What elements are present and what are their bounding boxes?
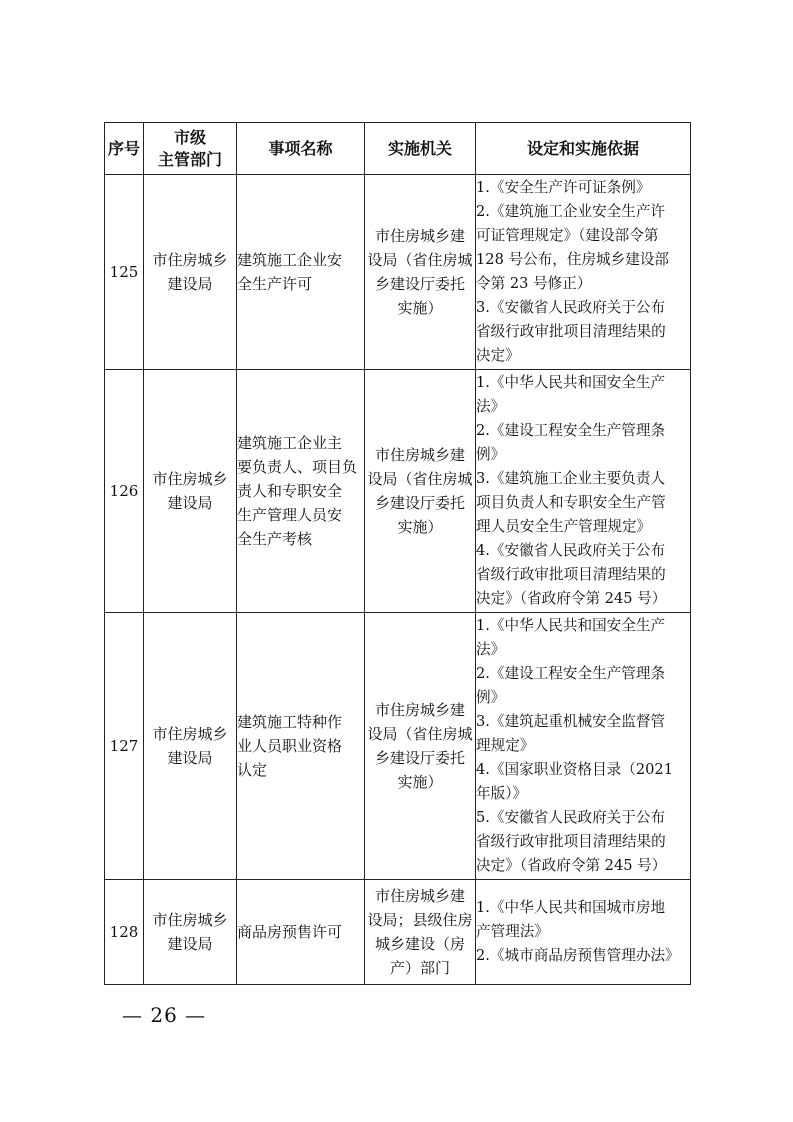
basis-line: 2.《建设工程安全生产管理条 bbox=[476, 422, 666, 439]
agency-line: 乡建设厅委托 bbox=[374, 749, 465, 767]
row-seq: 127 bbox=[105, 613, 144, 880]
basis-line: 1.《中华人民共和国安全生产 bbox=[476, 374, 666, 391]
basis-line: 理人员安全生产管理规定》 bbox=[476, 518, 652, 535]
row-basis bbox=[476, 880, 691, 985]
item-line: 生产管理人员安 bbox=[237, 506, 343, 524]
row-item bbox=[237, 175, 365, 370]
dept-line: 建设局 bbox=[167, 494, 213, 512]
dept-line: 市住房城乡 bbox=[152, 911, 228, 929]
table-row bbox=[105, 175, 691, 370]
basis-line: 1.《中华人民共和国安全生产 bbox=[476, 617, 666, 634]
item-line: 建筑施工企业安 bbox=[237, 251, 343, 269]
basis-line: 法》 bbox=[476, 398, 506, 415]
item-line: 全生产考核 bbox=[237, 530, 313, 548]
basis-line: 令第 23 号修正） bbox=[476, 275, 592, 292]
basis-line: 128 号公布，住房城乡建设部 bbox=[476, 251, 670, 268]
basis-line: 5.《安徽省人民政府关于公布 bbox=[476, 809, 666, 826]
table-row bbox=[105, 613, 691, 880]
basis-line: 决定》（省政府令第 245 号） bbox=[476, 590, 667, 607]
agency-line: 设局（省住房城 bbox=[367, 470, 473, 488]
basis-line: 3.《安徽省人民政府关于公布 bbox=[476, 299, 666, 316]
basis-line: 4.《国家职业资格目录（2021 bbox=[476, 761, 674, 778]
item-line: 业人员职业资格 bbox=[237, 737, 343, 755]
header-basis: 设定和实施依据 bbox=[476, 123, 691, 175]
row-seq: 126 bbox=[105, 370, 144, 613]
header-item: 事项名称 bbox=[237, 123, 365, 175]
row-agency bbox=[365, 370, 476, 613]
table-row bbox=[105, 370, 691, 613]
item-line: 商品房预售许可 bbox=[237, 923, 343, 941]
item-line: 建筑施工企业主 bbox=[237, 434, 343, 452]
agency-line: 乡建设厅委托 bbox=[374, 494, 465, 512]
basis-line: 产管理法》 bbox=[476, 923, 549, 940]
row-item bbox=[237, 880, 365, 985]
row-basis bbox=[476, 370, 691, 613]
dept-line: 市住房城乡 bbox=[152, 470, 228, 488]
basis-line: 例》 bbox=[476, 446, 506, 463]
dept-line: 市住房城乡 bbox=[152, 251, 228, 269]
agency-line: 城乡建设（房 bbox=[374, 935, 465, 953]
header-agency: 实施机关 bbox=[365, 123, 476, 175]
agency-line: 产）部门 bbox=[389, 959, 450, 977]
agency-line: 市住房城乡建 bbox=[374, 887, 465, 905]
row-dept bbox=[144, 370, 237, 613]
agency-line: 乡建设厅委托 bbox=[374, 275, 465, 293]
basis-line: 3.《建筑施工企业主要负责人 bbox=[476, 470, 666, 487]
agency-line: 实施） bbox=[397, 299, 443, 317]
basis-line: 3.《建筑起重机械安全监督管 bbox=[476, 713, 666, 730]
agency-line: 市住房城乡建 bbox=[374, 227, 465, 245]
agency-line: 设局；县级住房 bbox=[367, 911, 473, 929]
agency-line: 实施） bbox=[397, 773, 443, 791]
basis-line: 理规定》 bbox=[476, 737, 535, 754]
basis-line: 2.《城市商品房预售管理办法》 bbox=[476, 947, 680, 964]
dept-line: 建设局 bbox=[167, 749, 213, 767]
row-dept bbox=[144, 613, 237, 880]
item-line: 责人和专职安全 bbox=[237, 482, 343, 500]
row-agency bbox=[365, 880, 476, 985]
header-dept-line: 主管部门 bbox=[157, 149, 222, 169]
table-row bbox=[105, 880, 691, 985]
row-basis bbox=[476, 175, 691, 370]
basis-line: 年版）》 bbox=[476, 785, 528, 802]
basis-line: 项目负责人和专职安全生产管 bbox=[476, 494, 666, 511]
basis-line: 决定》（省政府令第 245 号） bbox=[476, 857, 667, 874]
row-seq: 128 bbox=[105, 880, 144, 985]
row-agency bbox=[365, 175, 476, 370]
approval-items-table bbox=[104, 122, 691, 985]
basis-line: 4.《安徽省人民政府关于公布 bbox=[476, 542, 666, 559]
row-seq: 125 bbox=[105, 175, 144, 370]
agency-line: 实施） bbox=[397, 518, 443, 536]
basis-line: 省级行政审批项目清理结果的 bbox=[476, 566, 666, 583]
dept-line: 建设局 bbox=[167, 935, 213, 953]
agency-line: 市住房城乡建 bbox=[374, 446, 465, 464]
item-line: 认定 bbox=[237, 761, 268, 779]
agency-line: 市住房城乡建 bbox=[374, 701, 465, 719]
basis-line: 2.《建设工程安全生产管理条 bbox=[476, 665, 666, 682]
agency-line: 设局（省住房城 bbox=[367, 725, 473, 743]
table-header-row bbox=[105, 123, 691, 175]
header-seq: 序号 bbox=[105, 123, 144, 175]
row-basis bbox=[476, 613, 691, 880]
item-line: 要负责人、项目负 bbox=[237, 458, 358, 476]
item-line: 建筑施工特种作 bbox=[237, 713, 343, 731]
basis-line: 2.《建筑施工企业安全生产许 bbox=[476, 203, 666, 220]
dept-line: 建设局 bbox=[167, 275, 213, 293]
dept-line: 市住房城乡 bbox=[152, 725, 228, 743]
basis-line: 例》 bbox=[476, 689, 506, 706]
row-item bbox=[237, 613, 365, 880]
header-dept-line: 市级 bbox=[173, 127, 206, 147]
page-number: — 26 — bbox=[122, 1003, 207, 1027]
row-item bbox=[237, 370, 365, 613]
agency-line: 设局（省住房城 bbox=[367, 251, 473, 269]
item-line: 全生产许可 bbox=[237, 275, 313, 293]
header-dept bbox=[144, 123, 237, 175]
row-dept bbox=[144, 880, 237, 985]
basis-line: 省级行政审批项目清理结果的 bbox=[476, 323, 666, 340]
basis-line: 可证管理规定》（建设部令第 bbox=[476, 227, 659, 244]
row-agency bbox=[365, 613, 476, 880]
basis-line: 决定》 bbox=[476, 347, 520, 364]
basis-line: 1.《中华人民共和国城市房地 bbox=[476, 899, 666, 916]
row-dept bbox=[144, 175, 237, 370]
basis-line: 1.《安全生产许可证条例》 bbox=[476, 179, 651, 196]
basis-line: 省级行政审批项目清理结果的 bbox=[476, 833, 666, 850]
basis-line: 法》 bbox=[476, 641, 506, 658]
